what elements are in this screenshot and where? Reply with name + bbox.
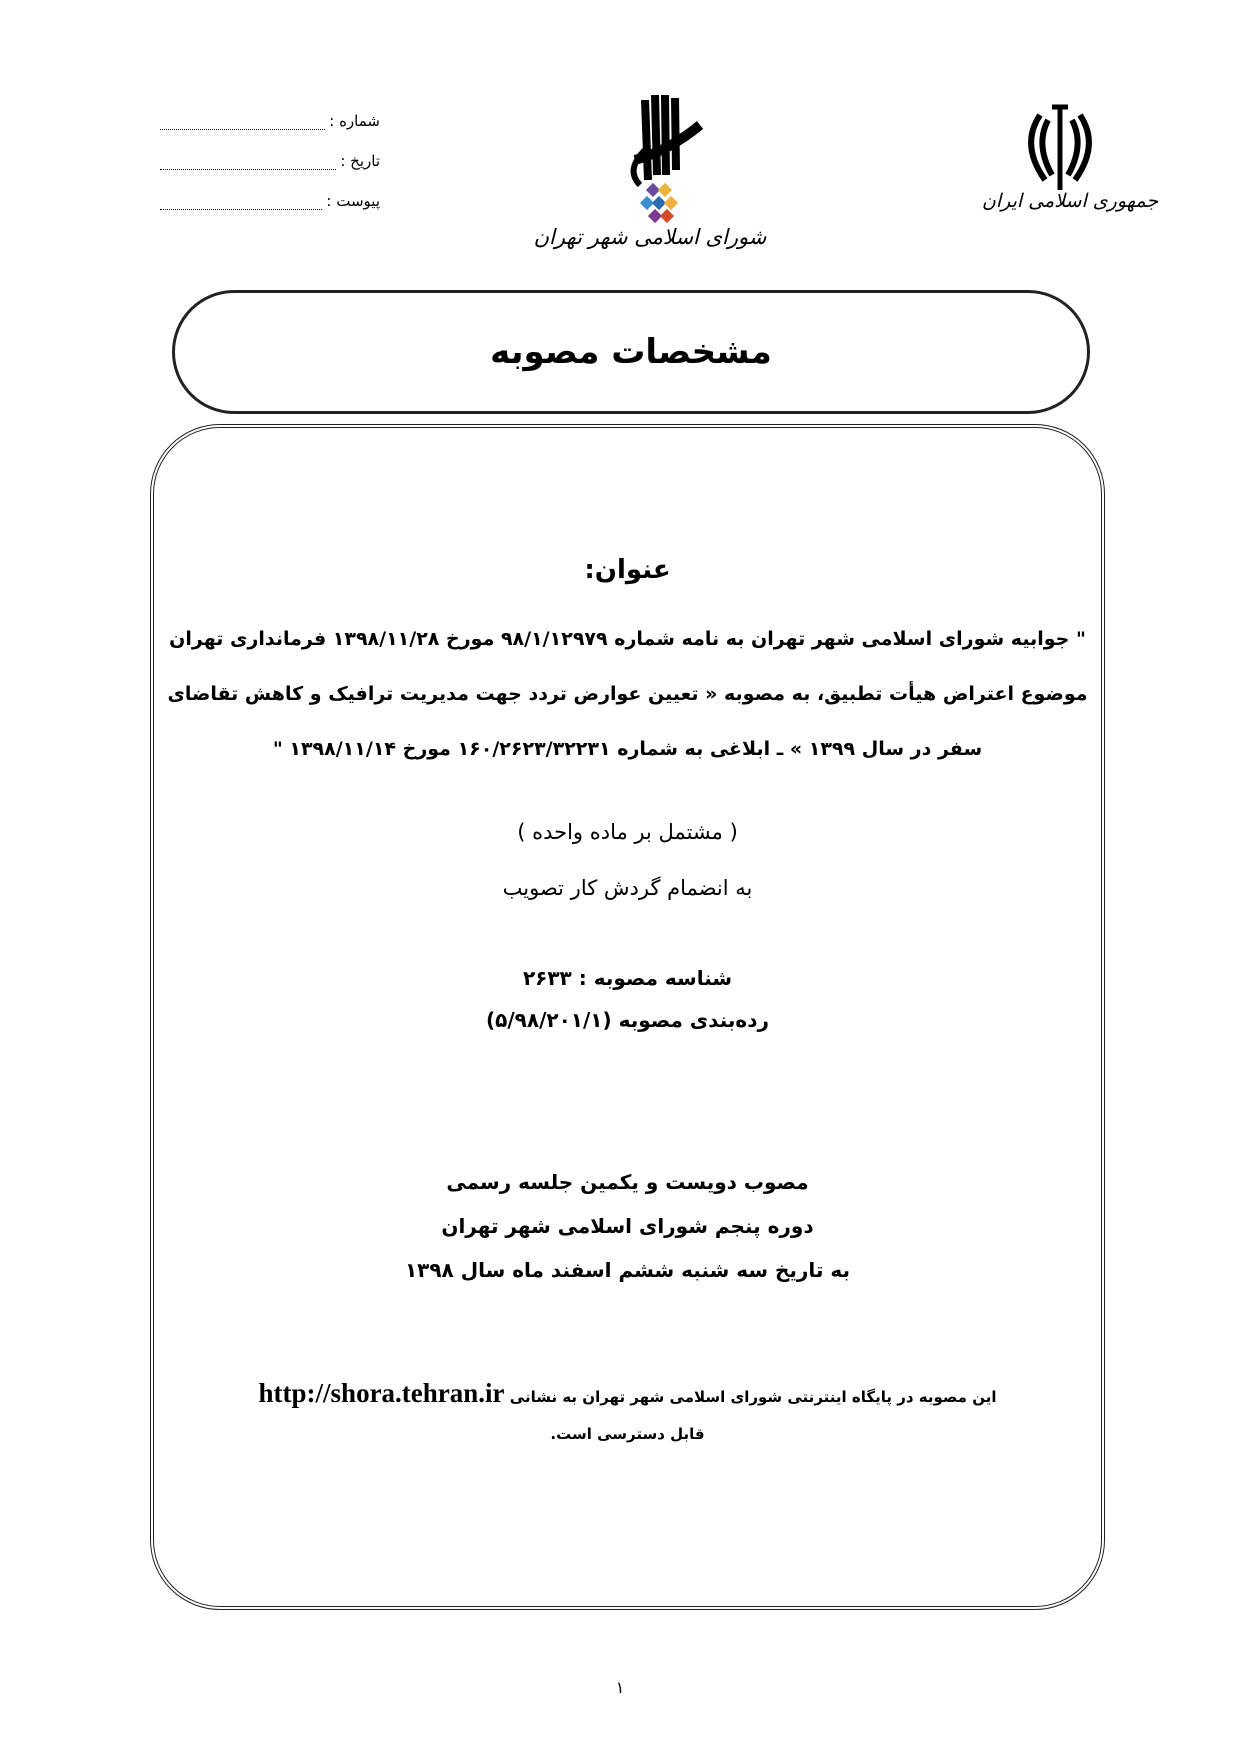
tehran-council-logo-icon [600,90,720,230]
iran-emblem-icon [1010,95,1110,195]
dotted-line [160,157,336,170]
page-title: مشخصات مصوبه [490,332,772,372]
title-box [172,290,1090,414]
availability-line [160,1378,1095,1409]
subject-line: موضوع اعتراض هیأت تطبیق، به مصوبه « تعیین عوارض تردد جهت مدیریت ترافیک و کاهش تقاضای [167,683,1088,705]
availability-prefix: این مصوبه در پایگاه اینترنتی شورای اسلامی شهر تهران به نشانی [509,1388,997,1406]
attached-note: به انضمام گردش کار تصویب [502,876,753,900]
approval-line: مصوب دویست و یکمین جلسه رسمی [446,1170,809,1194]
council-website-link[interactable]: http://shora.tehran.ir [258,1378,505,1408]
date-field [160,152,380,170]
approval-line: به تاریخ سه شنبه ششم اسفند ماه سال ۱۳۹۸ [404,1258,851,1282]
number-label: شماره : [329,112,380,130]
number-field [160,112,380,130]
subject-line: " جوابیه شورای اسلامی شهر تهران به نامه شماره ۹۸/۱/۱۲۹۷۹ مورخ ۱۳۹۸/۱۱/۲۸ فرمانداری تهران [169,628,1086,650]
emblem-caption: جمهوری اسلامی ایران [981,190,1159,212]
attachment-field [160,192,380,210]
classification: رده‌بندی مصوبه (۵/۹۸/۲۰۱/۱) [486,1008,769,1032]
subject-line: سفر در سال ۱۳۹۹ » ـ ابلاغی به شماره ۱۶۰/۲۶۲۳/۳۲۲۳۱ مورخ ۱۳۹۸/۱۱/۱۴ " [272,738,983,760]
contains-note: ( مشتمل بر ماده واحده ) [517,820,738,844]
subject-heading: عنوان: [584,555,671,585]
availability-suffix: قابل دسترسی است. [550,1425,705,1443]
approval-line: دوره پنجم شورای اسلامی شهر تهران [441,1214,814,1238]
date-label: تاریخ : [340,152,380,170]
council-name: شورای اسلامی شهر تهران [533,225,767,249]
page-number: ۱ [615,1678,625,1697]
resolution-id: شناسه مصوبه : ۲۶۳۳ [522,966,733,990]
dotted-line [160,197,322,210]
dotted-line [160,117,325,130]
attachment-label: پیوست : [326,192,380,210]
